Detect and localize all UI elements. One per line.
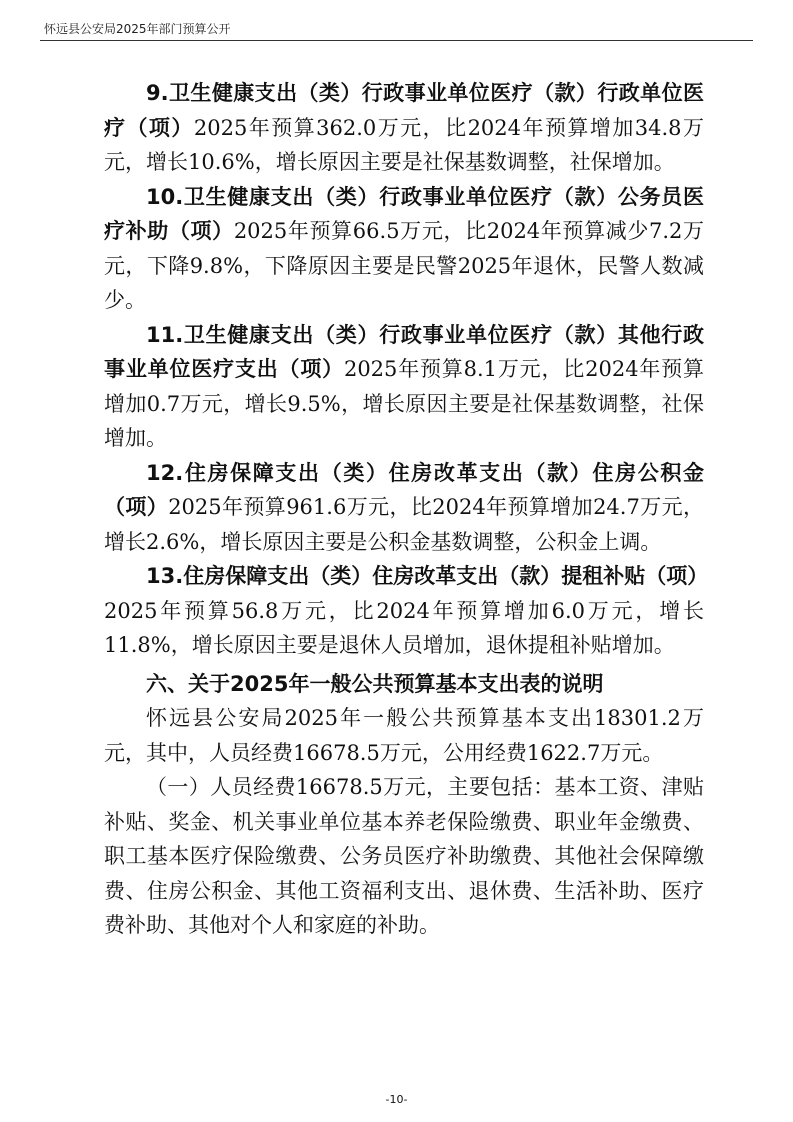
section-heading: [104, 667, 704, 702]
item-12: [104, 456, 704, 560]
section-title: 六、关于2025年一般公共预算基本支出表的说明: [146, 671, 604, 696]
section-paragraph-1: 怀远县公安局2025年一般公共预算基本支出18301.2万元，其中，人员经费16678.5万元，公用经费1622.7万元。: [104, 706, 704, 765]
item-heading: 9.卫生健康支出（类）行政事业单位医疗（款）行政单位医疗（项）: [104, 81, 704, 140]
item-13: [104, 559, 709, 663]
item-text: 2025年预算362.0万元，比2024年预算增加34.8万元，增长10.6%，增长原因主要是社保基数调整，社保增加。: [104, 115, 705, 174]
item-heading: 10.卫生健康支出（类）行政事业单位医疗（款）公务员医疗补助（项）: [104, 184, 704, 243]
item-text: 2025年预算961.6万元，比2024年预算增加24.7万元，增长2.6%，增长原因主要是公积金基数调整，公积金上调。: [104, 495, 705, 554]
running-header: 怀远县公安局2025年部门预算公开: [44, 22, 231, 36]
item-text: 2025年预算66.5万元，比2024年预算减少7.2万元，下降9.8%，下降原因主要是民警2025年退休，民警人数减少。: [104, 219, 705, 312]
item-text: 2025年预算56.8万元，比2024年预算增加6.0万元，增长11.8%，增长原因主要是退休人员增加，退休提租补贴增加。: [104, 598, 704, 657]
item-10: [104, 180, 704, 318]
item-heading: 13.住房保障支出（类）住房改革支出（款）提租补贴（项）: [146, 564, 709, 588]
item-11: [104, 318, 704, 456]
page-number: -10-: [385, 1093, 408, 1106]
item-heading: 12.住房保障支出（类）住房改革支出（款）住房公积金（项）: [104, 460, 704, 519]
item-heading: 11.卫生健康支出（类）行政事业单位医疗（款）其他行政事业单位医疗支出（项）: [104, 322, 704, 381]
header-rule: [40, 40, 753, 41]
item-9: [104, 76, 704, 180]
document-body: [104, 76, 709, 943]
section-paragraph-2: （一）人员经费16678.5万元，主要包括：基本工资、津贴补贴、奖金、机关事业单位基本养老保险缴费、职业年金缴费、职工基本医疗保险缴费、公务员医疗补助缴费、其他社会保障缴费、住房公积金、其他工资福利支出、退休费、生活补助、医疗费补助、其他对个人和家庭的补助。: [104, 775, 704, 937]
item-text: 2025年预算8.1万元，比2024年预算增加0.7万元，增长9.5%，增长原因主要是社保基数调整，社保增加。: [104, 357, 704, 450]
